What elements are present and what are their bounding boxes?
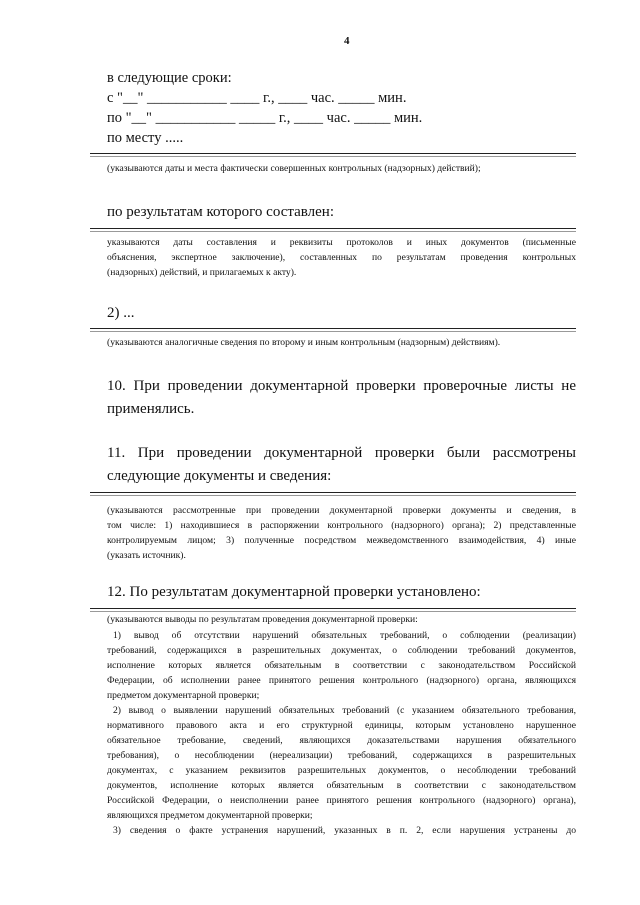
- period-to-line: по "__" ___________ _____ г., ____ час. _____ мин.: [107, 110, 423, 126]
- item12-note-intro: (указываются выводы по результатам проведения документарной проверки:: [107, 614, 418, 625]
- item10-line2: применялись.: [107, 401, 195, 417]
- point1-line: предметом документарной проверки;: [107, 690, 260, 701]
- periods-heading: в следующие сроки:: [107, 70, 232, 86]
- result-note-line: объяснения, экспертное заключение), составленных по результатам проведения контрольных: [107, 252, 576, 263]
- place-line: по месту .....: [107, 130, 184, 146]
- item11-note-line: контролируемым лицом; 3) полученные посредством межведомственного взаимодействия, 4) иные: [107, 535, 576, 546]
- divider: [90, 328, 576, 329]
- point1-line: исполнение которых является обязательным в соответствии с законодательством Российской: [107, 660, 576, 671]
- point2-line: нормативного правового акта и его структурной единицы, которым установлено нарушенное: [107, 720, 576, 731]
- item12-heading: 12. По результатам документарной проверки установлено:: [107, 584, 481, 600]
- item11-line2: следующие документы и сведения:: [107, 468, 332, 484]
- page-number: 4: [344, 35, 350, 47]
- divider: [90, 611, 576, 612]
- divider: [90, 495, 576, 496]
- result-note-line: (надзорных) действий, и прилагаемых к акту).: [107, 267, 297, 278]
- item2-note: (указываются аналогичные сведения по второму и иным контрольным (надзорным) действиям).: [107, 337, 501, 348]
- item11-note-line: (указать источник).: [107, 550, 186, 561]
- point2-line: обязательное требование, сведений, являющихся доказательствами нарушения обязательного: [107, 735, 576, 746]
- point2-line: документах, с указанием реквизитов разрешительных документов, о несоблюдении требований: [107, 765, 576, 776]
- divider: [90, 156, 576, 157]
- item2-label: 2) ...: [107, 305, 135, 321]
- periods-note: (указываются даты и места фактически совершенных контрольных (надзорных) действий);: [107, 163, 481, 174]
- item11-line1: 11. При проведении документарной проверки были рассмотрены: [107, 445, 576, 461]
- point2-line: Российской Федерации, о неисполнении ранее принятого решения контрольного (надзорного) органа),: [107, 795, 576, 806]
- item11-note-line: том числе: 1) находившиеся в распоряжении контрольного (надзорного) органа); 2) представленные: [107, 520, 576, 531]
- point2-line: документов, исполнение которых является обязательным в соответствии с законодательством: [107, 780, 576, 791]
- period-from-line: с "__" ___________ ____ г., ____ час. _____ мин.: [107, 90, 407, 106]
- divider: [90, 608, 576, 609]
- divider: [90, 231, 576, 232]
- point1-line: Федерации, об исполнении ранее принятого решения контрольного (надзорного) органа, являющихся: [107, 675, 576, 686]
- divider: [90, 331, 576, 332]
- point1-line: 1) вывод об отсутствии нарушений обязательных требований, о соблюдении (реализации): [113, 630, 576, 641]
- result-heading: по результатам которого составлен:: [107, 204, 334, 220]
- divider: [90, 153, 576, 154]
- point1-line: требований, содержащихся в разрешительных документах, о соблюдении требований документов,: [107, 645, 576, 656]
- point2-line: требования), о несоблюдении (нереализации) требований, содержащихся в разрешительных: [107, 750, 576, 761]
- point2-line: 2) вывод о выявлении нарушений обязательных требований (с указанием обязательного требования,: [113, 705, 576, 716]
- item11-note-line: (указываются рассмотренные при проведении документарной проверки документы и сведения, в: [107, 505, 576, 516]
- point2-line: являющихся предметом документарной проверки;: [107, 810, 313, 821]
- item10-line1: 10. При проведении документарной проверки проверочные листы не: [107, 378, 576, 394]
- divider: [90, 228, 576, 229]
- divider: [90, 492, 576, 493]
- point3-line: 3) сведения о факте устранения нарушений, указанных в п. 2, если нарушения устранены до: [113, 825, 576, 836]
- result-note-line: указываются даты составления и реквизиты протоколов и иных документов (письменные: [107, 237, 576, 248]
